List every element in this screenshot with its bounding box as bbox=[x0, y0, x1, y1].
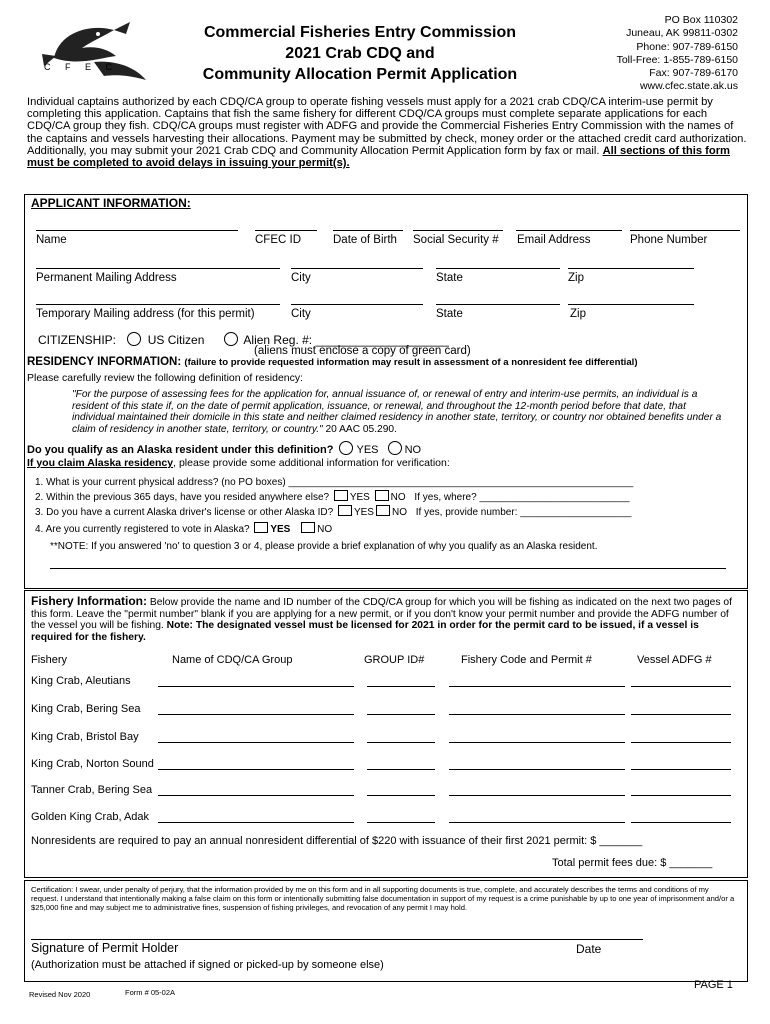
nonresident-fee[interactable]: Nonresidents are required to pay an annual nonresident differential of $220 with issuance of their first 2021 permit: $ _______ bbox=[31, 835, 643, 847]
residency-definition bbox=[72, 389, 722, 435]
q3-yes-label: YES bbox=[353, 507, 374, 518]
intro-emphasis: All sections of this form must be completed to avoid delays in issuing your permit(s). bbox=[27, 144, 731, 170]
cfec-id-field[interactable] bbox=[255, 230, 317, 231]
fishery-name: Tanner Crab, Bering Sea bbox=[31, 784, 153, 796]
phone-field[interactable] bbox=[630, 230, 740, 231]
date-label: Date bbox=[576, 942, 602, 956]
email-field[interactable] bbox=[516, 230, 622, 231]
address-website[interactable]: www.cfec.state.ak.us bbox=[639, 80, 738, 93]
q4-no-label: NO bbox=[317, 524, 333, 535]
col-fishery-code: Fishery Code and Permit # bbox=[461, 654, 592, 666]
q2-yes-label: YES bbox=[349, 492, 370, 503]
fishery-name: King Crab, Bering Sea bbox=[31, 703, 141, 715]
fishery-name: King Crab, Norton Sound bbox=[31, 758, 154, 770]
resident-yes-label: YES bbox=[356, 444, 379, 456]
residency-review-text: Please carefully review the following definition of residency: bbox=[27, 372, 304, 384]
fishery-name: King Crab, Aleutians bbox=[31, 675, 131, 687]
temporary-zip-label: Zip bbox=[570, 308, 586, 320]
permanent-zip-field[interactable] bbox=[568, 268, 694, 269]
address-fax: Fax: 907-789-6170 bbox=[649, 67, 738, 80]
q4-yes-checkbox[interactable] bbox=[254, 522, 268, 533]
col-group-id: GROUP ID# bbox=[364, 654, 425, 666]
revised-date: Revised Nov 2020 bbox=[29, 990, 91, 999]
residency-heading-row bbox=[27, 356, 638, 368]
group-name-field[interactable] bbox=[158, 822, 354, 823]
fishery-code-field[interactable] bbox=[449, 686, 625, 687]
temporary-state-label: State bbox=[436, 308, 463, 320]
signature-line[interactable] bbox=[31, 939, 643, 940]
permanent-state-field[interactable] bbox=[436, 268, 560, 269]
authorization-note: (Authorization must be attached if signed or picked-up by someone else) bbox=[31, 959, 384, 971]
citizenship-label: CITIZENSHIP: bbox=[38, 333, 117, 347]
address-city: Juneau, AK 99811-0302 bbox=[626, 27, 738, 40]
q2-yes-checkbox[interactable] bbox=[334, 490, 348, 501]
agency-address bbox=[548, 14, 738, 94]
form-title-line3: Community Allocation Permit Application bbox=[202, 66, 518, 83]
email-label: Email Address bbox=[517, 234, 591, 246]
claim-residency-row bbox=[27, 457, 450, 469]
fishery-code-field[interactable] bbox=[449, 822, 625, 823]
resident-question-row bbox=[27, 441, 421, 456]
q4-no-checkbox[interactable] bbox=[301, 522, 315, 533]
fishery-text: Below provide the name and ID number of the CDQ/CA group for which you will be fishing as indicated on the next two pages of this form. Leave the "permit number" blank if you are applying for a new permit, or if you don't know your permit number and provide the ADFG number of the vessel you will be fishing. bbox=[31, 597, 732, 632]
cfec-id-label: CFEC ID bbox=[255, 234, 301, 246]
alien-note: (aliens must enclose a copy of green card) bbox=[254, 345, 471, 357]
fishery-name: King Crab, Bristol Bay bbox=[31, 731, 139, 743]
address-tollfree: Toll-Free: 1-855-789-6150 bbox=[616, 53, 738, 66]
q3-number-field[interactable]: If yes, provide number: ____________________ bbox=[415, 507, 632, 518]
page-number: PAGE 1 bbox=[694, 979, 733, 991]
permanent-address-label: Permanent Mailing Address bbox=[36, 272, 177, 284]
phone-label: Phone Number bbox=[630, 234, 708, 246]
address-po: PO Box 110302 bbox=[664, 14, 738, 26]
vessel-adfg-field[interactable] bbox=[631, 769, 731, 770]
fishery-name: Golden King Crab, Adak bbox=[31, 811, 150, 823]
fishery-intro bbox=[31, 596, 737, 643]
vessel-adfg-field[interactable] bbox=[631, 822, 731, 823]
temporary-city-field[interactable] bbox=[291, 304, 423, 305]
address-phone: Phone: 907-789-6150 bbox=[636, 40, 738, 53]
residency-definition-text: "For the purpose of assessing fees for the application for, annual issuance of, or renewal of entry and interim-use permits, an individual is a resident of this state if, on the date of permit application, issuance, or renewal, and throughout the 12-month period before that date, that individual maintained their domicile in this state and neither claimed residency in another state, territory, or country nor obtained benefits under a claim of residency in another state, territory, or country." bbox=[72, 389, 722, 435]
question-4 bbox=[35, 522, 332, 535]
signature-label: Signature of Permit Holder bbox=[31, 941, 179, 955]
form-number: Form # 05-02A bbox=[125, 988, 176, 997]
cfec-logo bbox=[34, 18, 154, 88]
intro-text: Individual captains authorized by each CDQ/CA group to operate fishing vessels must apply for a 2021 crab CDQ/CA interim-use permit by completing this application. Captains that fish the same fishery for different CDQ/CA groups must complete separate applications for each CDQ/CA group they fish. CDQ/CA groups must register with ADFG and provide the Commercial Fisheries Entry Commission with the names of the captains and vessels harvesting their allocations. Payment may be submitted by check, money order or the attached credit card authorization. Additionally, you may submit your 2021 Crab CDQ and Community Allocation Permit Application form by fax or mail. bbox=[27, 96, 747, 157]
residency-citation: 20 AAC 05.290. bbox=[325, 423, 397, 435]
vessel-adfg-field[interactable] bbox=[631, 795, 731, 796]
fishery-code-field[interactable] bbox=[449, 742, 625, 743]
permanent-zip-label: Zip bbox=[568, 272, 584, 284]
dob-field[interactable] bbox=[333, 230, 403, 231]
temporary-address-label: Temporary Mailing address (for this permit) bbox=[36, 308, 255, 320]
us-citizen-radio[interactable] bbox=[127, 332, 141, 346]
temporary-state-field[interactable] bbox=[436, 304, 560, 305]
certification-text: Certification: I swear, under penalty of perjury, that the information provided by me on this form and in all supporting documents is true, complete, and accurately describes the terms and conditions of my request. I understand that intentionally making a false claim on this form or intentionally submitting false documentation in support of my request is a crime punishable by up to one year of imprisonment and/or a $25,000 fine and may subject me to administrative fines, suspension of fishing privileges, and revocation of any permit I may hold. bbox=[31, 885, 735, 913]
q2-where-field[interactable]: If yes, where? ___________________________ bbox=[414, 492, 630, 503]
group-name-field[interactable] bbox=[158, 714, 354, 715]
name-field[interactable] bbox=[36, 230, 238, 231]
temporary-address-field[interactable] bbox=[36, 304, 280, 305]
group-name-field[interactable] bbox=[158, 769, 354, 770]
residency-heading-note: (failure to provide requested information may result in assessment of a nonresident fee differential) bbox=[184, 357, 638, 368]
fishery-code-field[interactable] bbox=[449, 795, 625, 796]
question-1[interactable]: 1. What is your current physical address? (no PO boxes) ______________________________________________________________ bbox=[35, 477, 634, 488]
question-2 bbox=[35, 490, 630, 503]
resident-yes-radio[interactable] bbox=[339, 441, 353, 455]
permanent-city-label: City bbox=[291, 272, 311, 284]
group-name-field[interactable] bbox=[158, 686, 354, 687]
question-4-text: 4. Are you currently registered to vote in Alaska? bbox=[35, 524, 250, 535]
permanent-address-field[interactable] bbox=[36, 268, 280, 269]
group-id-field[interactable] bbox=[367, 714, 435, 715]
permanent-state-label: State bbox=[436, 272, 463, 284]
group-name-field[interactable] bbox=[158, 795, 354, 796]
temporary-zip-field[interactable] bbox=[568, 304, 694, 305]
vessel-adfg-field[interactable] bbox=[631, 714, 731, 715]
claim-residency-text: , please provide some additional information for verification: bbox=[173, 457, 450, 469]
ssn-field[interactable] bbox=[413, 230, 503, 231]
group-name-field[interactable] bbox=[158, 742, 354, 743]
fishery-code-field[interactable] bbox=[449, 714, 625, 715]
name-label: Name bbox=[36, 234, 67, 246]
question-3-text: 3. Do you have a current Alaska driver's license or other Alaska ID? bbox=[35, 507, 334, 518]
group-id-field[interactable] bbox=[367, 822, 435, 823]
residency-heading: RESIDENCY INFORMATION: bbox=[27, 356, 182, 368]
col-vessel-adfg: Vessel ADFG # bbox=[637, 654, 712, 666]
resident-no-radio[interactable] bbox=[388, 441, 402, 455]
ssn-label: Social Security # bbox=[413, 234, 499, 246]
residency-note: **NOTE: If you answered 'no' to question 3 or 4, please provide a brief explanation of why you qualify as an Alaska resident. bbox=[50, 541, 598, 552]
fishery-code-field[interactable] bbox=[449, 769, 625, 770]
us-citizen-label: US Citizen bbox=[147, 333, 205, 347]
resident-no-label: NO bbox=[404, 444, 422, 456]
applicant-heading: APPLICANT INFORMATION: bbox=[31, 196, 191, 210]
claim-residency-emphasis: If you claim Alaska residency bbox=[27, 457, 174, 469]
dob-label: Date of Birth bbox=[333, 234, 397, 246]
col-fishery: Fishery bbox=[31, 654, 68, 666]
group-id-field[interactable] bbox=[367, 742, 435, 743]
col-group-name: Name of CDQ/CA Group bbox=[172, 654, 293, 666]
fishery-note: Note: The designated vessel must be licensed for 2021 in order for the permit card to be issued, if a vessel is required for the fishery. bbox=[31, 620, 699, 643]
residency-explanation-field[interactable] bbox=[50, 568, 726, 569]
group-id-field[interactable] bbox=[367, 686, 435, 687]
q3-yes-checkbox[interactable] bbox=[338, 505, 352, 516]
temporary-city-label: City bbox=[291, 308, 311, 320]
alien-reg-label: Alien Reg. #: ____________________ bbox=[243, 333, 449, 347]
resident-question: Do you qualify as an Alaska resident under this definition? bbox=[27, 444, 334, 456]
logo-text: C F E C bbox=[44, 62, 119, 72]
total-fees-due[interactable]: Total permit fees due: $ _______ bbox=[552, 857, 713, 869]
alien-radio[interactable] bbox=[224, 332, 238, 346]
permanent-city-field[interactable] bbox=[291, 268, 423, 269]
vessel-adfg-field[interactable] bbox=[631, 686, 731, 687]
form-title-line1: Commercial Fisheries Entry Commission bbox=[203, 24, 517, 41]
question-3 bbox=[35, 505, 631, 518]
q3-no-checkbox[interactable] bbox=[376, 505, 390, 516]
fishery-heading: Fishery Information: bbox=[31, 594, 148, 608]
q3-no-label: NO bbox=[391, 507, 407, 518]
group-id-field[interactable] bbox=[367, 769, 435, 770]
form-title-line2: 2021 Crab CDQ and bbox=[285, 45, 435, 62]
q4-yes-label: YES bbox=[270, 524, 291, 535]
intro-paragraph bbox=[27, 96, 747, 169]
q2-no-label: NO bbox=[390, 492, 406, 503]
group-id-field[interactable] bbox=[367, 795, 435, 796]
question-2-text: 2. Within the previous 365 days, have you resided anywhere else? bbox=[35, 492, 330, 503]
vessel-adfg-field[interactable] bbox=[631, 742, 731, 743]
q2-no-checkbox[interactable] bbox=[375, 490, 389, 501]
